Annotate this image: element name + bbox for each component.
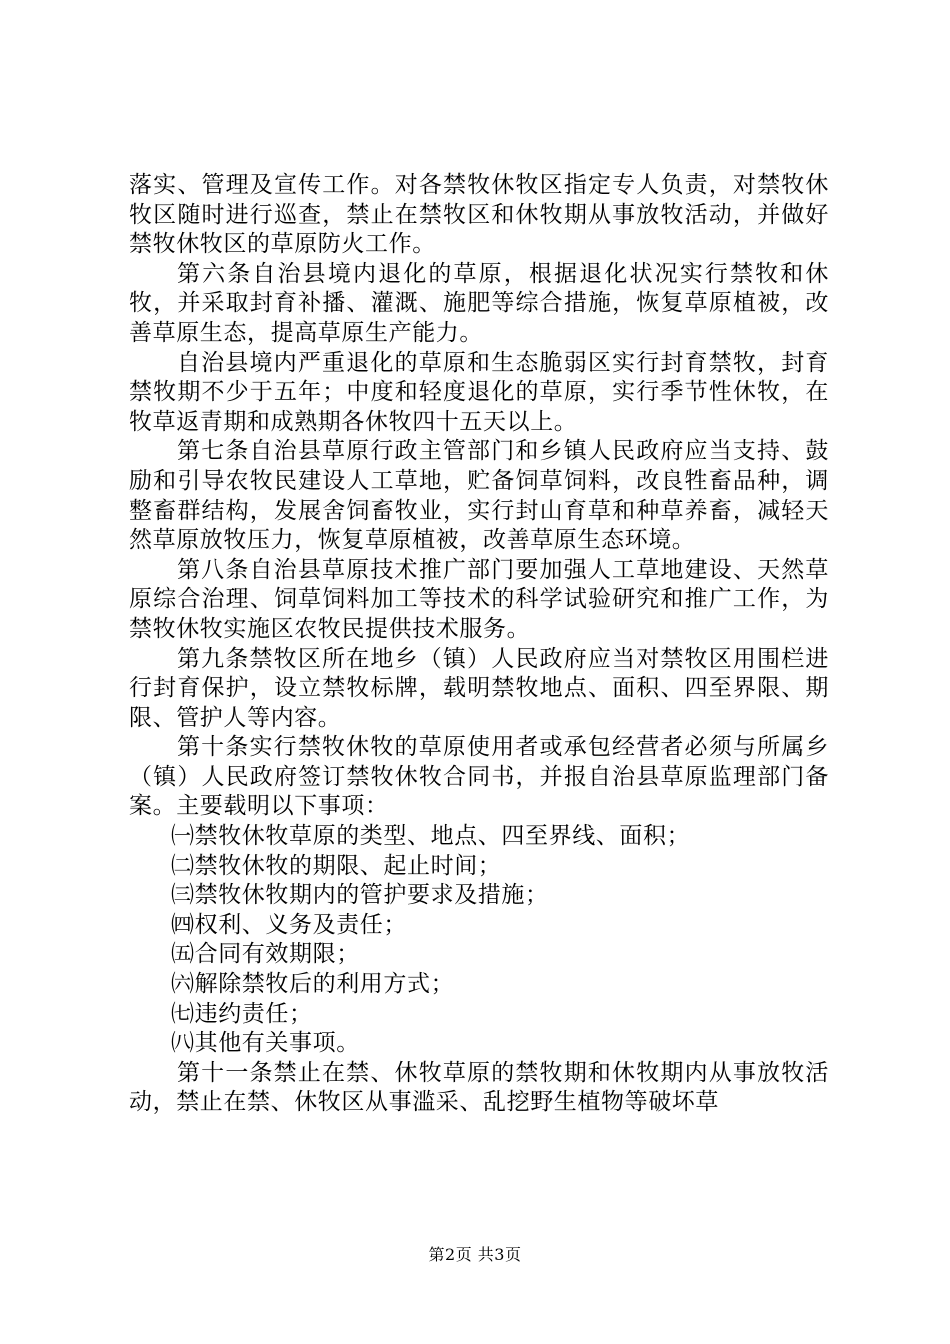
list-item-4: ㈣权利、义务及责任； [171, 911, 407, 938]
document-body [129, 171, 829, 1118]
paragraph-article-6: 第六条自治县境内退化的草原，根据退化状况实行禁牧和休牧，并采取封育补播、灌溉、施肥等综合措施，恢复草原植被，改善草原生态，提高草原生产能力。 [129, 260, 829, 346]
list-item-6: ㈥解除禁牧后的利用方式； [171, 971, 455, 998]
paragraph-article-6-detail: 自治县境内严重退化的草原和生态脆弱区实行封育禁牧，封育禁牧期不少于五年；中度和轻度退化的草原，实行季节性休牧，在牧草返青期和成熟期各休牧四十五天以上。 [129, 349, 829, 435]
paragraph-article-11: 第十一条禁止在禁、休牧草原的禁牧期和休牧期内从事放牧活动，禁止在禁、休牧区从事滥采、乱挖野生植物等破坏草 [129, 1059, 829, 1116]
paragraph-article-9: 第九条禁牧区所在地乡（镇）人民政府应当对禁牧区用围栏进行封育保护，设立禁牧标牌，载明禁牧地点、面积、四至界限、期限、管护人等内容。 [129, 645, 829, 731]
paragraph-article-10: 第十条实行禁牧休牧的草原使用者或承包经营者必须与所属乡（镇）人民政府签订禁牧休牧合同书，并报自治县草原监理部门备案。主要载明以下事项： [129, 734, 829, 820]
paragraph-continuation: 落实、管理及宣传工作。对各禁牧休牧区指定专人负责，对禁牧休牧区随时进行巡查，禁止在禁牧区和休牧期从事放牧活动，并做好禁牧休牧区的草原防火工作。 [129, 172, 829, 258]
list-item-2: ㈡禁牧休牧的期限、起止时间； [171, 852, 502, 879]
paragraph-article-8: 第八条自治县草原技术推广部门要加强人工草地建设、天然草原综合治理、饲草饲料加工等技术的科学试验研究和推广工作，为禁牧休牧实施区农牧民提供技术服务。 [129, 556, 829, 642]
list-item-5: ㈤合同有效期限； [171, 941, 360, 968]
paragraph-article-7: 第七条自治县草原行政主管部门和乡镇人民政府应当支持、鼓励和引导农牧民建设人工草地，贮备饲草饲料，改良牲畜品种，调整畜群结构，发展舍饲畜牧业，实行封山育草和种草养畜，减轻天然草原放牧压力，恢复草原植被，改善草原生态环境。 [129, 438, 829, 554]
list-item-1: ㈠禁牧休牧草原的类型、地点、四至界线、面积； [171, 823, 691, 850]
page-number-footer: 第2页 共3页 [428, 1245, 522, 1264]
list-item-7: ㈦违约责任； [171, 1000, 313, 1027]
list-item-3: ㈢禁牧休牧期内的管护要求及措施； [171, 882, 549, 909]
list-item-8: ㈧其他有关事项。 [171, 1030, 360, 1057]
